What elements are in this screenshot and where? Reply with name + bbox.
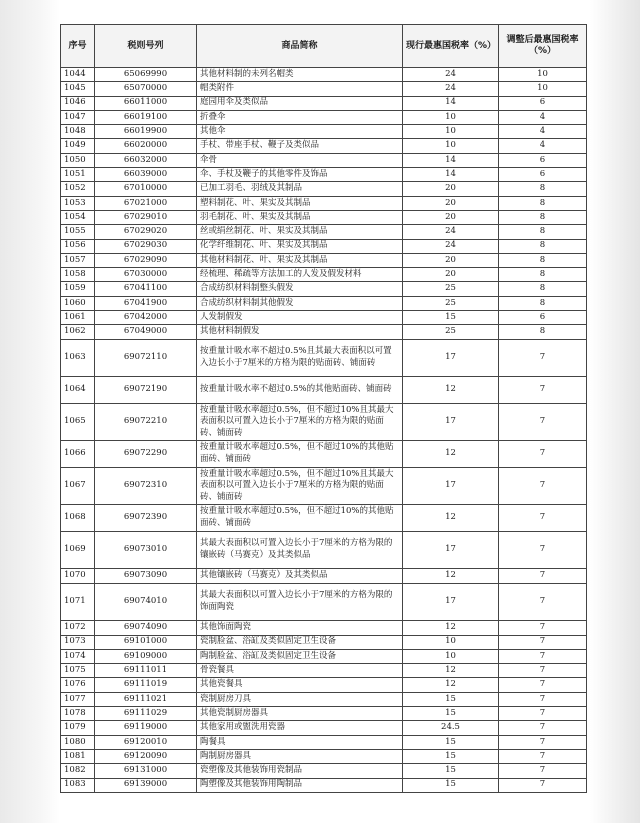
row-number: 1075 [61, 664, 95, 678]
current-rate: 17 [403, 467, 499, 505]
product-name: 塑料制花、叶、果实及其制品 [197, 196, 403, 210]
table-row [61, 635, 587, 649]
tariff-code: 69119000 [95, 721, 197, 735]
current-rate: 24 [403, 225, 499, 239]
row-number: 1058 [61, 268, 95, 282]
row-number: 1077 [61, 692, 95, 706]
product-name: 庭园用伞及类似品 [197, 96, 403, 110]
current-rate: 15 [403, 311, 499, 325]
row-number: 1062 [61, 325, 95, 339]
product-name: 其他饰面陶瓷 [197, 621, 403, 635]
product-name: 丝或绢丝制花、叶、果实及其制品 [197, 225, 403, 239]
product-name: 伞、手杖及鞭子的其他零件及饰品 [197, 168, 403, 182]
current-rate: 12 [403, 505, 499, 531]
row-number: 1055 [61, 225, 95, 239]
current-rate: 24 [403, 82, 499, 96]
tariff-code: 69111011 [95, 664, 197, 678]
current-rate: 12 [403, 621, 499, 635]
table-row [61, 196, 587, 210]
current-rate: 25 [403, 296, 499, 310]
tariff-code: 69072110 [95, 339, 197, 377]
product-name: 其他镶嵌砖（马赛克）及其类似品 [197, 569, 403, 583]
product-name: 其最大表面积以可置入边长小于7厘米的方格为限的饰面陶瓷 [197, 583, 403, 621]
tariff-code: 69111019 [95, 678, 197, 692]
table-row [61, 168, 587, 182]
product-name: 合成纺织材料制其他假发 [197, 296, 403, 310]
product-name: 折叠伞 [197, 110, 403, 124]
current-rate: 10 [403, 139, 499, 153]
adjusted-rate: 8 [499, 239, 587, 253]
product-name: 其他材料制假发 [197, 325, 403, 339]
table-row [61, 721, 587, 735]
table-row [61, 96, 587, 110]
adjusted-rate: 6 [499, 153, 587, 167]
table-row [61, 153, 587, 167]
current-rate: 15 [403, 692, 499, 706]
adjusted-rate: 6 [499, 311, 587, 325]
product-name: 其他材料制的未列名帽类 [197, 68, 403, 82]
tariff-code: 66020000 [95, 139, 197, 153]
adjusted-rate: 7 [499, 721, 587, 735]
tariff-code: 69073090 [95, 569, 197, 583]
table-row [61, 467, 587, 505]
tariff-code: 66032000 [95, 153, 197, 167]
row-number: 1065 [61, 403, 95, 441]
tariff-code: 67029020 [95, 225, 197, 239]
product-name: 瓷制脸盆、浴缸及类似固定卫生设备 [197, 635, 403, 649]
table-row [61, 678, 587, 692]
tariff-code: 66019900 [95, 125, 197, 139]
tariff-code: 69072310 [95, 467, 197, 505]
table-row [61, 583, 587, 621]
tariff-code: 69120010 [95, 735, 197, 749]
tariff-code: 69072290 [95, 441, 197, 467]
product-name: 按重量计吸水率超过0.5%，但不超过10%的其他贴面砖、铺面砖 [197, 441, 403, 467]
row-number: 1057 [61, 253, 95, 267]
table-row [61, 377, 587, 403]
tariff-code: 65069990 [95, 68, 197, 82]
table-row [61, 110, 587, 124]
adjusted-rate: 7 [499, 707, 587, 721]
current-rate: 15 [403, 764, 499, 778]
table-row [61, 531, 587, 569]
current-rate: 10 [403, 125, 499, 139]
table-row [61, 735, 587, 749]
row-number: 1063 [61, 339, 95, 377]
table-row [61, 325, 587, 339]
tariff-code: 67042000 [95, 311, 197, 325]
table-row [61, 339, 587, 377]
current-rate: 10 [403, 649, 499, 663]
adjusted-rate: 4 [499, 125, 587, 139]
table-row [61, 621, 587, 635]
adjusted-rate: 8 [499, 268, 587, 282]
current-rate: 20 [403, 210, 499, 224]
row-number: 1071 [61, 583, 95, 621]
table-row [61, 182, 587, 196]
adjusted-rate: 7 [499, 692, 587, 706]
adjusted-rate: 6 [499, 96, 587, 110]
product-name: 按重量计吸水率不超过0.5%的其他贴面砖、铺面砖 [197, 377, 403, 403]
adjusted-rate: 7 [499, 621, 587, 635]
table-row [61, 311, 587, 325]
table-row [61, 253, 587, 267]
row-number: 1069 [61, 531, 95, 569]
tariff-code: 69139000 [95, 778, 197, 792]
adjusted-rate: 7 [499, 635, 587, 649]
current-rate: 24 [403, 239, 499, 253]
current-rate: 12 [403, 377, 499, 403]
row-number: 1081 [61, 749, 95, 763]
product-name: 其他瓷餐具 [197, 678, 403, 692]
header-adjusted-rate: 调整后最惠国税率（%） [499, 25, 587, 68]
adjusted-rate: 10 [499, 82, 587, 96]
table-row [61, 707, 587, 721]
adjusted-rate: 6 [499, 168, 587, 182]
row-number: 1045 [61, 82, 95, 96]
tariff-code: 69073010 [95, 531, 197, 569]
tariff-code: 69111021 [95, 692, 197, 706]
tariff-code: 69074090 [95, 621, 197, 635]
table-row [61, 139, 587, 153]
product-name: 瓷塑像及其他装饰用瓷制品 [197, 764, 403, 778]
current-rate: 17 [403, 339, 499, 377]
row-number: 1067 [61, 467, 95, 505]
table-row [61, 749, 587, 763]
adjusted-rate: 7 [499, 583, 587, 621]
table-row [61, 403, 587, 441]
product-name: 其他伞 [197, 125, 403, 139]
row-number: 1078 [61, 707, 95, 721]
current-rate: 14 [403, 96, 499, 110]
table-row [61, 296, 587, 310]
current-rate: 20 [403, 182, 499, 196]
row-number: 1049 [61, 139, 95, 153]
row-number: 1064 [61, 377, 95, 403]
product-name: 其他材料制花、叶、果实及其制品 [197, 253, 403, 267]
current-rate: 14 [403, 153, 499, 167]
product-name: 陶制厨房器具 [197, 749, 403, 763]
adjusted-rate: 7 [499, 749, 587, 763]
table-row [61, 125, 587, 139]
product-name: 人发制假发 [197, 311, 403, 325]
tariff-code: 69072390 [95, 505, 197, 531]
tariff-code: 67049000 [95, 325, 197, 339]
row-number: 1083 [61, 778, 95, 792]
table-row [61, 692, 587, 706]
tariff-code: 67041900 [95, 296, 197, 310]
product-name: 按重量计吸水率超过0.5%，但不超过10%且其最大表面积以可置入边长小于7厘米的方格为限的贴面砖、铺面砖 [197, 403, 403, 441]
tariff-code: 66011000 [95, 96, 197, 110]
product-name: 帽类附件 [197, 82, 403, 96]
product-name: 其他家用或盥洗用瓷器 [197, 721, 403, 735]
adjusted-rate: 7 [499, 735, 587, 749]
tariff-code: 66019100 [95, 110, 197, 124]
adjusted-rate: 7 [499, 778, 587, 792]
table-row [61, 68, 587, 82]
row-number: 1073 [61, 635, 95, 649]
product-name: 伞骨 [197, 153, 403, 167]
current-rate: 14 [403, 168, 499, 182]
tariff-code: 69109000 [95, 649, 197, 663]
row-number: 1066 [61, 441, 95, 467]
row-number: 1080 [61, 735, 95, 749]
table-row [61, 82, 587, 96]
adjusted-rate: 7 [499, 467, 587, 505]
header-no: 序号 [61, 25, 95, 68]
row-number: 1044 [61, 68, 95, 82]
adjusted-rate: 7 [499, 441, 587, 467]
row-number: 1060 [61, 296, 95, 310]
current-rate: 20 [403, 253, 499, 267]
row-number: 1082 [61, 764, 95, 778]
header-code: 税则号列 [95, 25, 197, 68]
table-row [61, 268, 587, 282]
tariff-code: 67021000 [95, 196, 197, 210]
adjusted-rate: 7 [499, 569, 587, 583]
adjusted-rate: 8 [499, 196, 587, 210]
product-name: 手杖、带座手杖、鞭子及类似品 [197, 139, 403, 153]
product-name: 其最大表面积以可置入边长小于7厘米的方格为限的镶嵌砖（马赛克）及其类似品 [197, 531, 403, 569]
adjusted-rate: 8 [499, 210, 587, 224]
tariff-code: 67029010 [95, 210, 197, 224]
current-rate: 15 [403, 735, 499, 749]
product-name: 经梳理、稀疏等方法加工的人发及假发材料 [197, 268, 403, 282]
tariff-code: 67029030 [95, 239, 197, 253]
header-current-rate: 现行最惠国税率（%） [403, 25, 499, 68]
table-row [61, 649, 587, 663]
table-row [61, 664, 587, 678]
row-number: 1074 [61, 649, 95, 663]
product-name: 按重量计吸水率超过0.5%，但不超过10%的其他贴面砖、铺面砖 [197, 505, 403, 531]
adjusted-rate: 7 [499, 505, 587, 531]
product-name: 按重量计吸水率不超过0.5%且其最大表面积以可置入边长小于7厘米的方格为限的贴面砖、铺面砖 [197, 339, 403, 377]
row-number: 1068 [61, 505, 95, 531]
current-rate: 12 [403, 569, 499, 583]
current-rate: 10 [403, 110, 499, 124]
product-name: 陶制脸盆、浴缸及类似固定卫生设备 [197, 649, 403, 663]
current-rate: 12 [403, 664, 499, 678]
row-number: 1054 [61, 210, 95, 224]
tariff-code: 67029090 [95, 253, 197, 267]
table-row [61, 225, 587, 239]
current-rate: 25 [403, 325, 499, 339]
row-number: 1079 [61, 721, 95, 735]
row-number: 1070 [61, 569, 95, 583]
table-row [61, 778, 587, 792]
current-rate: 12 [403, 678, 499, 692]
current-rate: 12 [403, 441, 499, 467]
tariff-code: 69072210 [95, 403, 197, 441]
current-rate: 10 [403, 635, 499, 649]
current-rate: 17 [403, 583, 499, 621]
current-rate: 25 [403, 282, 499, 296]
product-name: 已加工羽毛、羽绒及其制品 [197, 182, 403, 196]
adjusted-rate: 7 [499, 764, 587, 778]
current-rate: 15 [403, 749, 499, 763]
current-rate: 20 [403, 196, 499, 210]
row-number: 1052 [61, 182, 95, 196]
adjusted-rate: 8 [499, 282, 587, 296]
product-name: 化学纤维制花、叶、果实及其制品 [197, 239, 403, 253]
table-body [61, 68, 587, 793]
header-name: 商品简称 [197, 25, 403, 68]
adjusted-rate: 8 [499, 225, 587, 239]
product-name: 陶餐具 [197, 735, 403, 749]
product-name: 骨瓷餐具 [197, 664, 403, 678]
row-number: 1048 [61, 125, 95, 139]
current-rate: 17 [403, 531, 499, 569]
tariff-code: 65070000 [95, 82, 197, 96]
tariff-code: 67030000 [95, 268, 197, 282]
current-rate: 17 [403, 403, 499, 441]
tariff-code: 67010000 [95, 182, 197, 196]
adjusted-rate: 7 [499, 678, 587, 692]
row-number: 1059 [61, 282, 95, 296]
tariff-code: 66039000 [95, 168, 197, 182]
table-row [61, 569, 587, 583]
row-number: 1051 [61, 168, 95, 182]
current-rate: 24.5 [403, 721, 499, 735]
table-row [61, 282, 587, 296]
table-row [61, 441, 587, 467]
product-name: 按重量计吸水率超过0.5%，但不超过10%且其最大表面积以可置入边长小于7厘米的方格为限的贴面砖、铺面砖 [197, 467, 403, 505]
adjusted-rate: 4 [499, 139, 587, 153]
adjusted-rate: 7 [499, 339, 587, 377]
table-row [61, 764, 587, 778]
adjusted-rate: 7 [499, 377, 587, 403]
tariff-code: 69074010 [95, 583, 197, 621]
row-number: 1061 [61, 311, 95, 325]
table-header [61, 25, 587, 68]
adjusted-rate: 8 [499, 325, 587, 339]
adjusted-rate: 7 [499, 664, 587, 678]
table-row [61, 239, 587, 253]
adjusted-rate: 8 [499, 296, 587, 310]
adjusted-rate: 8 [499, 253, 587, 267]
current-rate: 24 [403, 68, 499, 82]
adjusted-rate: 7 [499, 649, 587, 663]
adjusted-rate: 7 [499, 531, 587, 569]
tariff-code: 69120090 [95, 749, 197, 763]
row-number: 1050 [61, 153, 95, 167]
tariff-code: 69072190 [95, 377, 197, 403]
product-name: 瓷制厨房刀具 [197, 692, 403, 706]
row-number: 1076 [61, 678, 95, 692]
adjusted-rate: 10 [499, 68, 587, 82]
product-name: 羽毛制花、叶、果实及其制品 [197, 210, 403, 224]
tariff-code: 69131000 [95, 764, 197, 778]
product-name: 其他瓷制厨房器具 [197, 707, 403, 721]
product-name: 合成纺织材料制整头假发 [197, 282, 403, 296]
current-rate: 15 [403, 778, 499, 792]
current-rate: 20 [403, 268, 499, 282]
adjusted-rate: 7 [499, 403, 587, 441]
tariff-code: 69111029 [95, 707, 197, 721]
tariff-code: 67041100 [95, 282, 197, 296]
table-row [61, 505, 587, 531]
row-number: 1056 [61, 239, 95, 253]
adjusted-rate: 4 [499, 110, 587, 124]
row-number: 1053 [61, 196, 95, 210]
row-number: 1046 [61, 96, 95, 110]
product-name: 陶塑像及其他装饰用陶制品 [197, 778, 403, 792]
row-number: 1072 [61, 621, 95, 635]
current-rate: 15 [403, 707, 499, 721]
tariff-table [60, 24, 587, 793]
row-number: 1047 [61, 110, 95, 124]
table-row [61, 210, 587, 224]
adjusted-rate: 8 [499, 182, 587, 196]
tariff-code: 69101000 [95, 635, 197, 649]
